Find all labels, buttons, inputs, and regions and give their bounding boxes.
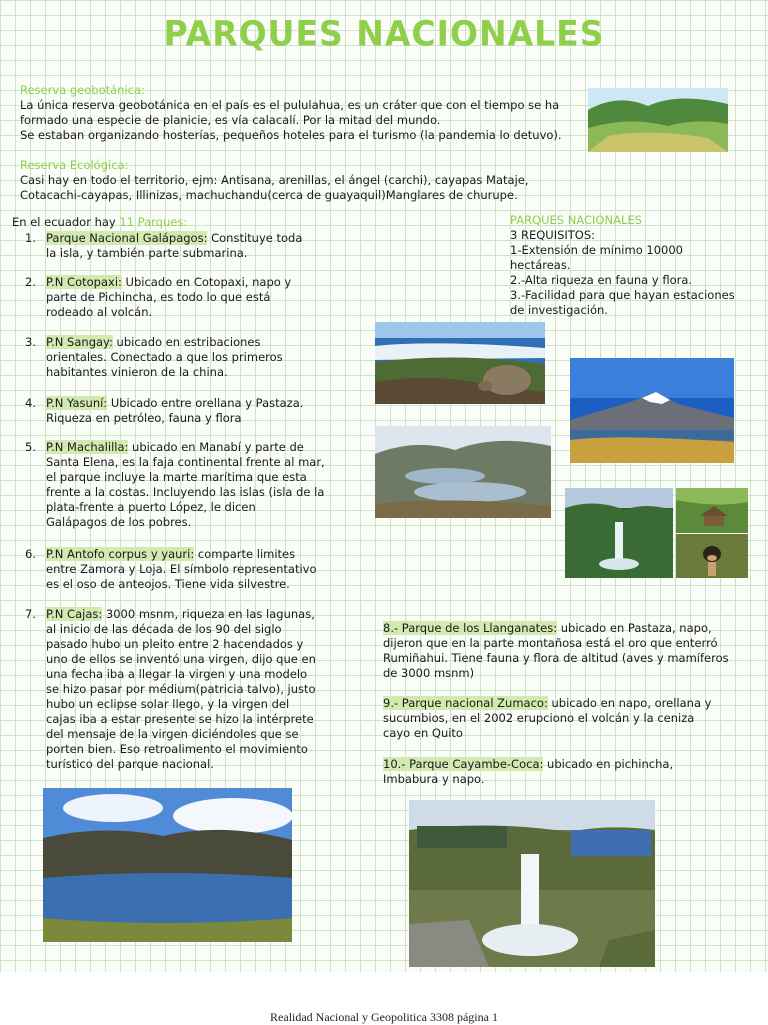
text-line: Riqueza en petróleo, fauna y flora: [46, 411, 242, 425]
text-line: parte de Pichincha, es todo lo que está: [46, 290, 271, 304]
text-line: porten bien. Eso retroalimento el movimiento: [46, 742, 308, 756]
text-line: hectáreas.: [510, 258, 571, 272]
park-item-9: [383, 696, 743, 741]
park-name: 10.- Parque Cayambe-Coca:: [383, 757, 544, 771]
text-line: entre Zamora y Loja. El símbolo representativo: [46, 562, 317, 576]
text-line: Rumiñahui. Tiene fauna y flora de altitud (aves y mamíferos: [383, 651, 729, 665]
list-number: 6.: [25, 547, 36, 561]
text-line: se hizo pasar por médium(patricia talvo), justo: [46, 682, 316, 696]
reserva-geobotanica-section: [20, 83, 562, 143]
park-item-10: [383, 757, 743, 787]
text-line: 2.-Alta riqueza en fauna y flora.: [510, 273, 693, 287]
forest-hut-photo: [676, 488, 748, 533]
intro-text: En el ecuador hay: [12, 215, 120, 229]
text-line: pasado hubo un pleito entre 2 hacendados y: [46, 637, 304, 651]
text-line: Galápagos de los pobres.: [46, 515, 192, 529]
text-line: una fecha iba a llegar la virgen y una modelo: [46, 667, 308, 681]
text-line: habitantes vinieron de la china.: [46, 365, 228, 379]
cotopaxi-volcano-photo: [570, 358, 734, 463]
page-footer: Realidad Nacional y Geopolitica 3308 página 1: [270, 1010, 498, 1024]
text-line: 3.-Facilidad para que hayan estaciones: [510, 288, 735, 302]
list-number: 1.: [25, 231, 36, 245]
text-line: ubicado en Pastaza, napo,: [557, 621, 712, 635]
text-line: sucumbios, en el 2002 erupciono el volcán y la ceniza: [383, 711, 695, 725]
text-line: es el oso de anteojos. Tiene vida silvestre.: [46, 577, 290, 591]
text-line: Casi hay en todo el territorio, ejm: Antisana, arenillas, el ángel (carchi), cayapas Mataje,: [20, 173, 529, 187]
text-line: Se estaban organizando hosterías, pequeños hoteles para el turismo (la pandemia lo detuvo).: [20, 128, 562, 142]
text-line: cayo en Quito: [383, 726, 463, 740]
park-name: 9.- Parque nacional Zumaco:: [383, 696, 548, 710]
requisitos-heading: PARQUES NACIONALES: [510, 213, 642, 227]
cayambe-coca-waterfall-photo: [409, 800, 655, 967]
intro-count: 11 Parques:: [119, 215, 188, 229]
text-line: de investigación.: [510, 303, 608, 317]
parks-intro: [12, 215, 187, 230]
reserva-ecologica-section: [20, 158, 529, 203]
park-name: P.N Antofo corpus y yauri:: [46, 547, 195, 561]
requisitos-section: [510, 213, 735, 318]
text-line: Santa Elena, es la faja continental frente al mar,: [46, 455, 325, 469]
andean-bear-photo: [676, 534, 748, 578]
text-line: ubicado en napo, orellana y: [547, 696, 712, 710]
text-line: frente a la costas. Incluyendo las islas (isla de la: [46, 485, 325, 499]
text-line: cajas iba a estar presente se hizo la intérprete: [46, 712, 314, 726]
text-line: ubicado en pichincha,: [543, 757, 674, 771]
text-line: al inicio de las década de los 90 del siglo: [46, 622, 282, 636]
park-name: P.N Cajas:: [46, 607, 103, 621]
text-line: comparte limites: [194, 547, 296, 561]
text-line: 3000 msnm, riqueza en las lagunas,: [102, 607, 315, 621]
page-title: PARQUES NACIONALES: [163, 13, 605, 54]
reserva-ecologica-heading: Reserva Ecológica:: [20, 158, 129, 172]
text-line: del mensaje de la virgen diciéndoles que se: [46, 727, 299, 741]
waterfall-forest-photo: [565, 488, 673, 578]
list-number: 5.: [25, 440, 36, 454]
text-line: uno de ellos se inventó una virgen, dijo que en: [46, 652, 316, 666]
text-line: Ubicado en Cotopaxi, napo y: [121, 275, 292, 289]
park-name: P.N Cotopaxi:: [46, 275, 122, 289]
text-line: 1-Extensión de mínimo 10000: [510, 243, 683, 257]
text-line: rodeado al volcán.: [46, 305, 153, 319]
text-line: turístico del parque nacional.: [46, 757, 214, 771]
list-number: 4.: [25, 396, 36, 410]
text-line: el parque incluye la marte marítima que esta: [46, 470, 307, 484]
text-line: la isla, y también parte submarina.: [46, 246, 248, 260]
galapagos-tortoise-photo: [375, 322, 545, 404]
text-line: orientales. Conectado a que los primeros: [46, 350, 283, 364]
park-name: 8.- Parque de los Llanganates:: [383, 621, 558, 635]
park-name: P.N Machalilla:: [46, 440, 129, 454]
park-name: P.N Yasuní:: [46, 396, 108, 410]
list-number: 2.: [25, 275, 36, 289]
text-line: formado una especie de planicie, es vía calacalí. Por la mitad del mundo.: [20, 113, 441, 127]
park-name: P.N Sangay:: [46, 335, 113, 349]
text-line: ubicado en Manabí y parte de: [128, 440, 304, 454]
text-line: Imbabura y napo.: [383, 772, 485, 786]
park-name: Parque Nacional Galápagos:: [46, 231, 208, 245]
text-line: 3 REQUISITOS:: [510, 228, 596, 242]
text-line: Ubicado entre orellana y Pastaza.: [107, 396, 304, 410]
text-line: hubo un eclipse solar llego, y la virgen del: [46, 697, 290, 711]
park-item-8: [383, 621, 743, 681]
list-number: 3.: [25, 335, 36, 349]
list-number: 7.: [25, 607, 36, 621]
text-line: de 3000 msnm): [383, 666, 475, 680]
text-line: plata-frente a puerto López, le dicen: [46, 500, 256, 514]
text-line: ubicado en estribaciones: [112, 335, 261, 349]
cajas-lagoon-photo: [43, 788, 292, 942]
text-line: Cotacachi-cayapas, Illinizas, machuchandu(cerca de guayaquil)Manglares de churupe.: [20, 188, 518, 202]
reserva-geobotanica-heading: Reserva geobotánica:: [20, 83, 145, 97]
sangay-lagoons-photo: [375, 426, 551, 518]
text-line: dijeron que en la parte montañosa está el oro que enterró: [383, 636, 718, 650]
pululahua-crater-photo: [588, 88, 728, 152]
text-line: La única reserva geobotánica en el país es el pululahua, es un cráter que con el tiempo se ha: [20, 98, 560, 112]
text-line: Constituye toda: [207, 231, 303, 245]
